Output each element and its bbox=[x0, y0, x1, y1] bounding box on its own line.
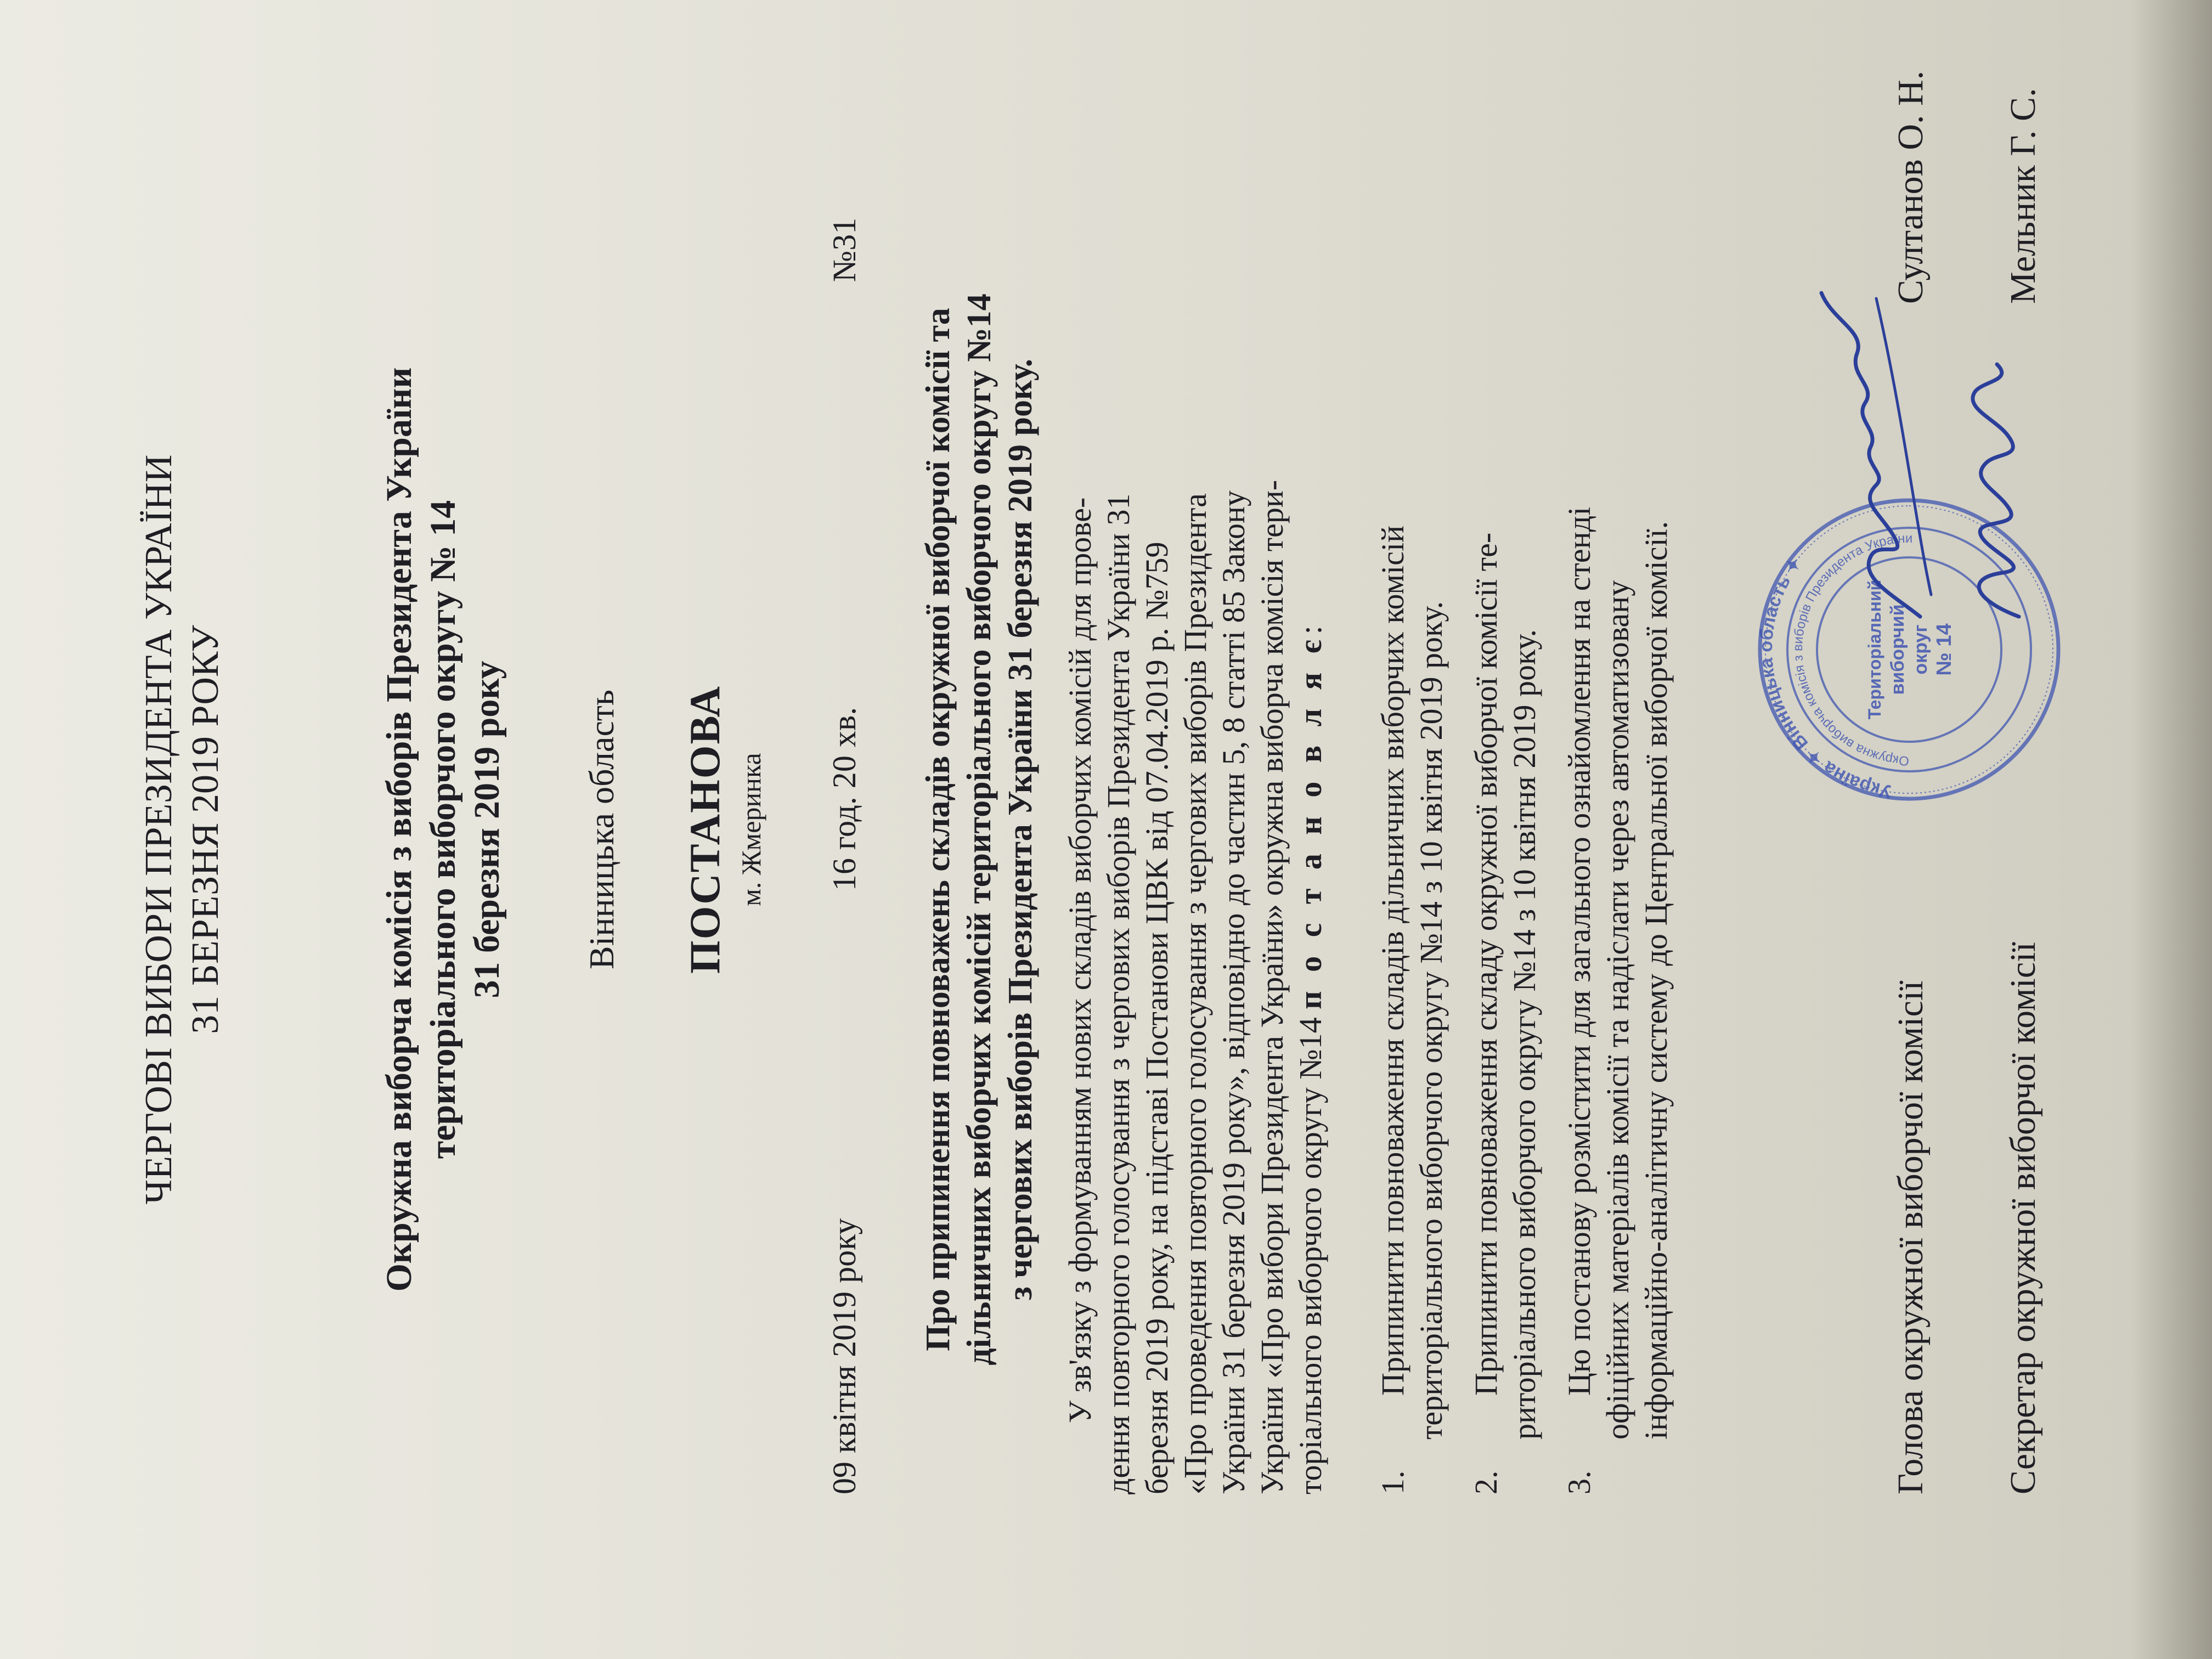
preamble-line-2: дення повторного голосування з чергових виборів Президента України 31 bbox=[1101, 493, 1136, 1494]
item-1-line-1: Припинити повноваження складів дільничних виборчих комісій bbox=[1375, 525, 1410, 1396]
stamp-center-line-1: Територіальний bbox=[1865, 579, 1884, 720]
stamp-center-line-3: округ bbox=[1910, 624, 1931, 675]
stamp-inner-text: Окружна виборча комісія з виборів Президента України bbox=[1790, 531, 1913, 769]
election-header-line-2: 31 БЕРЕЗНЯ 2019 РОКУ bbox=[184, 625, 227, 1034]
stamp-outer-text: Україна ✦ Вінницька область ✦ bbox=[1756, 553, 1893, 802]
subject-line-3: з чергових виборів Президента України 31 березня 2019 року. bbox=[1002, 358, 1039, 1301]
city-name: м. Жмеринка bbox=[736, 753, 766, 906]
item-3-number: 3. bbox=[1561, 1470, 1597, 1494]
preamble-line-4: «Про проведення повторного голосування з чергових виборів Президента bbox=[1177, 493, 1213, 1494]
item-2-number: 2. bbox=[1468, 1470, 1504, 1494]
preamble-line-3: березня 2019 року, на підставі Постанови ЦВК від 07.04.2019 р. №759 bbox=[1139, 541, 1175, 1494]
document-title: ПОСТАНОВА bbox=[681, 685, 729, 974]
item-2-line-1: Припинити повноваження складу окружної виборчої комісії те- bbox=[1468, 532, 1504, 1396]
chair-label: Голова окружної виборчої комісії bbox=[1891, 980, 1931, 1494]
secretary-label: Секретар окружної виборчої комісії bbox=[2003, 942, 2043, 1494]
subject-line-2: дільничних виборчих комісій територіального виборчого округу №14 bbox=[961, 294, 998, 1365]
item-1-number: 1. bbox=[1375, 1470, 1410, 1494]
commission-name-line-1: Окружна виборча комісія з виборів Президента України bbox=[379, 367, 419, 1292]
item-3-line-1: Цю постанову розмістити для загального ознайомлення на стенді bbox=[1561, 506, 1597, 1396]
secretary-name: Мельник Г. С. bbox=[2003, 88, 2043, 304]
stamp-center-line-2: виборчий bbox=[1887, 604, 1908, 695]
document-time: 16 год. 20 хв. bbox=[826, 707, 862, 891]
commission-name-line-2: територіального виборчого округу № 14 bbox=[423, 500, 463, 1159]
preamble-line-7 bbox=[1292, 625, 1329, 1494]
preamble-line-5: України 31 березня 2019 року», відповідно до частин 5, 8 статті 85 Закону bbox=[1216, 490, 1251, 1494]
chair-name: Султанов О. Н. bbox=[1891, 70, 1931, 304]
preamble-ending: торіального виборчого округу №14 bbox=[1293, 1017, 1328, 1494]
stamp-center-line-4: № 14 bbox=[1933, 623, 1956, 676]
decision-word: п о с т а н о в л я є bbox=[1293, 634, 1328, 1009]
secretary-signature bbox=[1931, 331, 2057, 639]
election-header-line-1: ЧЕРГОВІ ВИБОРИ ПРЕЗИДЕНТА УКРАЇНИ bbox=[138, 454, 180, 1205]
commission-name-line-3: 31 березня 2019 року bbox=[467, 661, 507, 998]
item-3-line-3: інформаційно-аналітичну систему до Центральної виборчої комісії. bbox=[1638, 521, 1674, 1440]
region-name: Вінницька область bbox=[582, 689, 621, 970]
item-2-line-2: риторіального виборчого округу №14 з 10 квітня 2019 року. bbox=[1506, 629, 1542, 1440]
item-1-line-2: територіального виборчого округу №14 з 10 квітня 2019 року. bbox=[1413, 601, 1449, 1440]
item-3-line-2: офіційних матеріалів комісії та надіслати через автоматизовану bbox=[1600, 580, 1635, 1440]
preamble-line-1: У зв'язку з формуванням нових складів виборчих комісій для прове- bbox=[1062, 497, 1098, 1423]
document-date: 09 квітня 2019 року bbox=[826, 1218, 862, 1494]
subject-line-1: Про припинення повноважень складів окружної виборчої комісії та bbox=[919, 308, 957, 1351]
page-edge-shadow bbox=[2130, 0, 2212, 1659]
document-number: №31 bbox=[826, 217, 862, 282]
decision-colon: : bbox=[1293, 625, 1328, 635]
preamble-line-6: України «Про вибори Президента України» окружна виборча комісія тери- bbox=[1254, 479, 1290, 1494]
